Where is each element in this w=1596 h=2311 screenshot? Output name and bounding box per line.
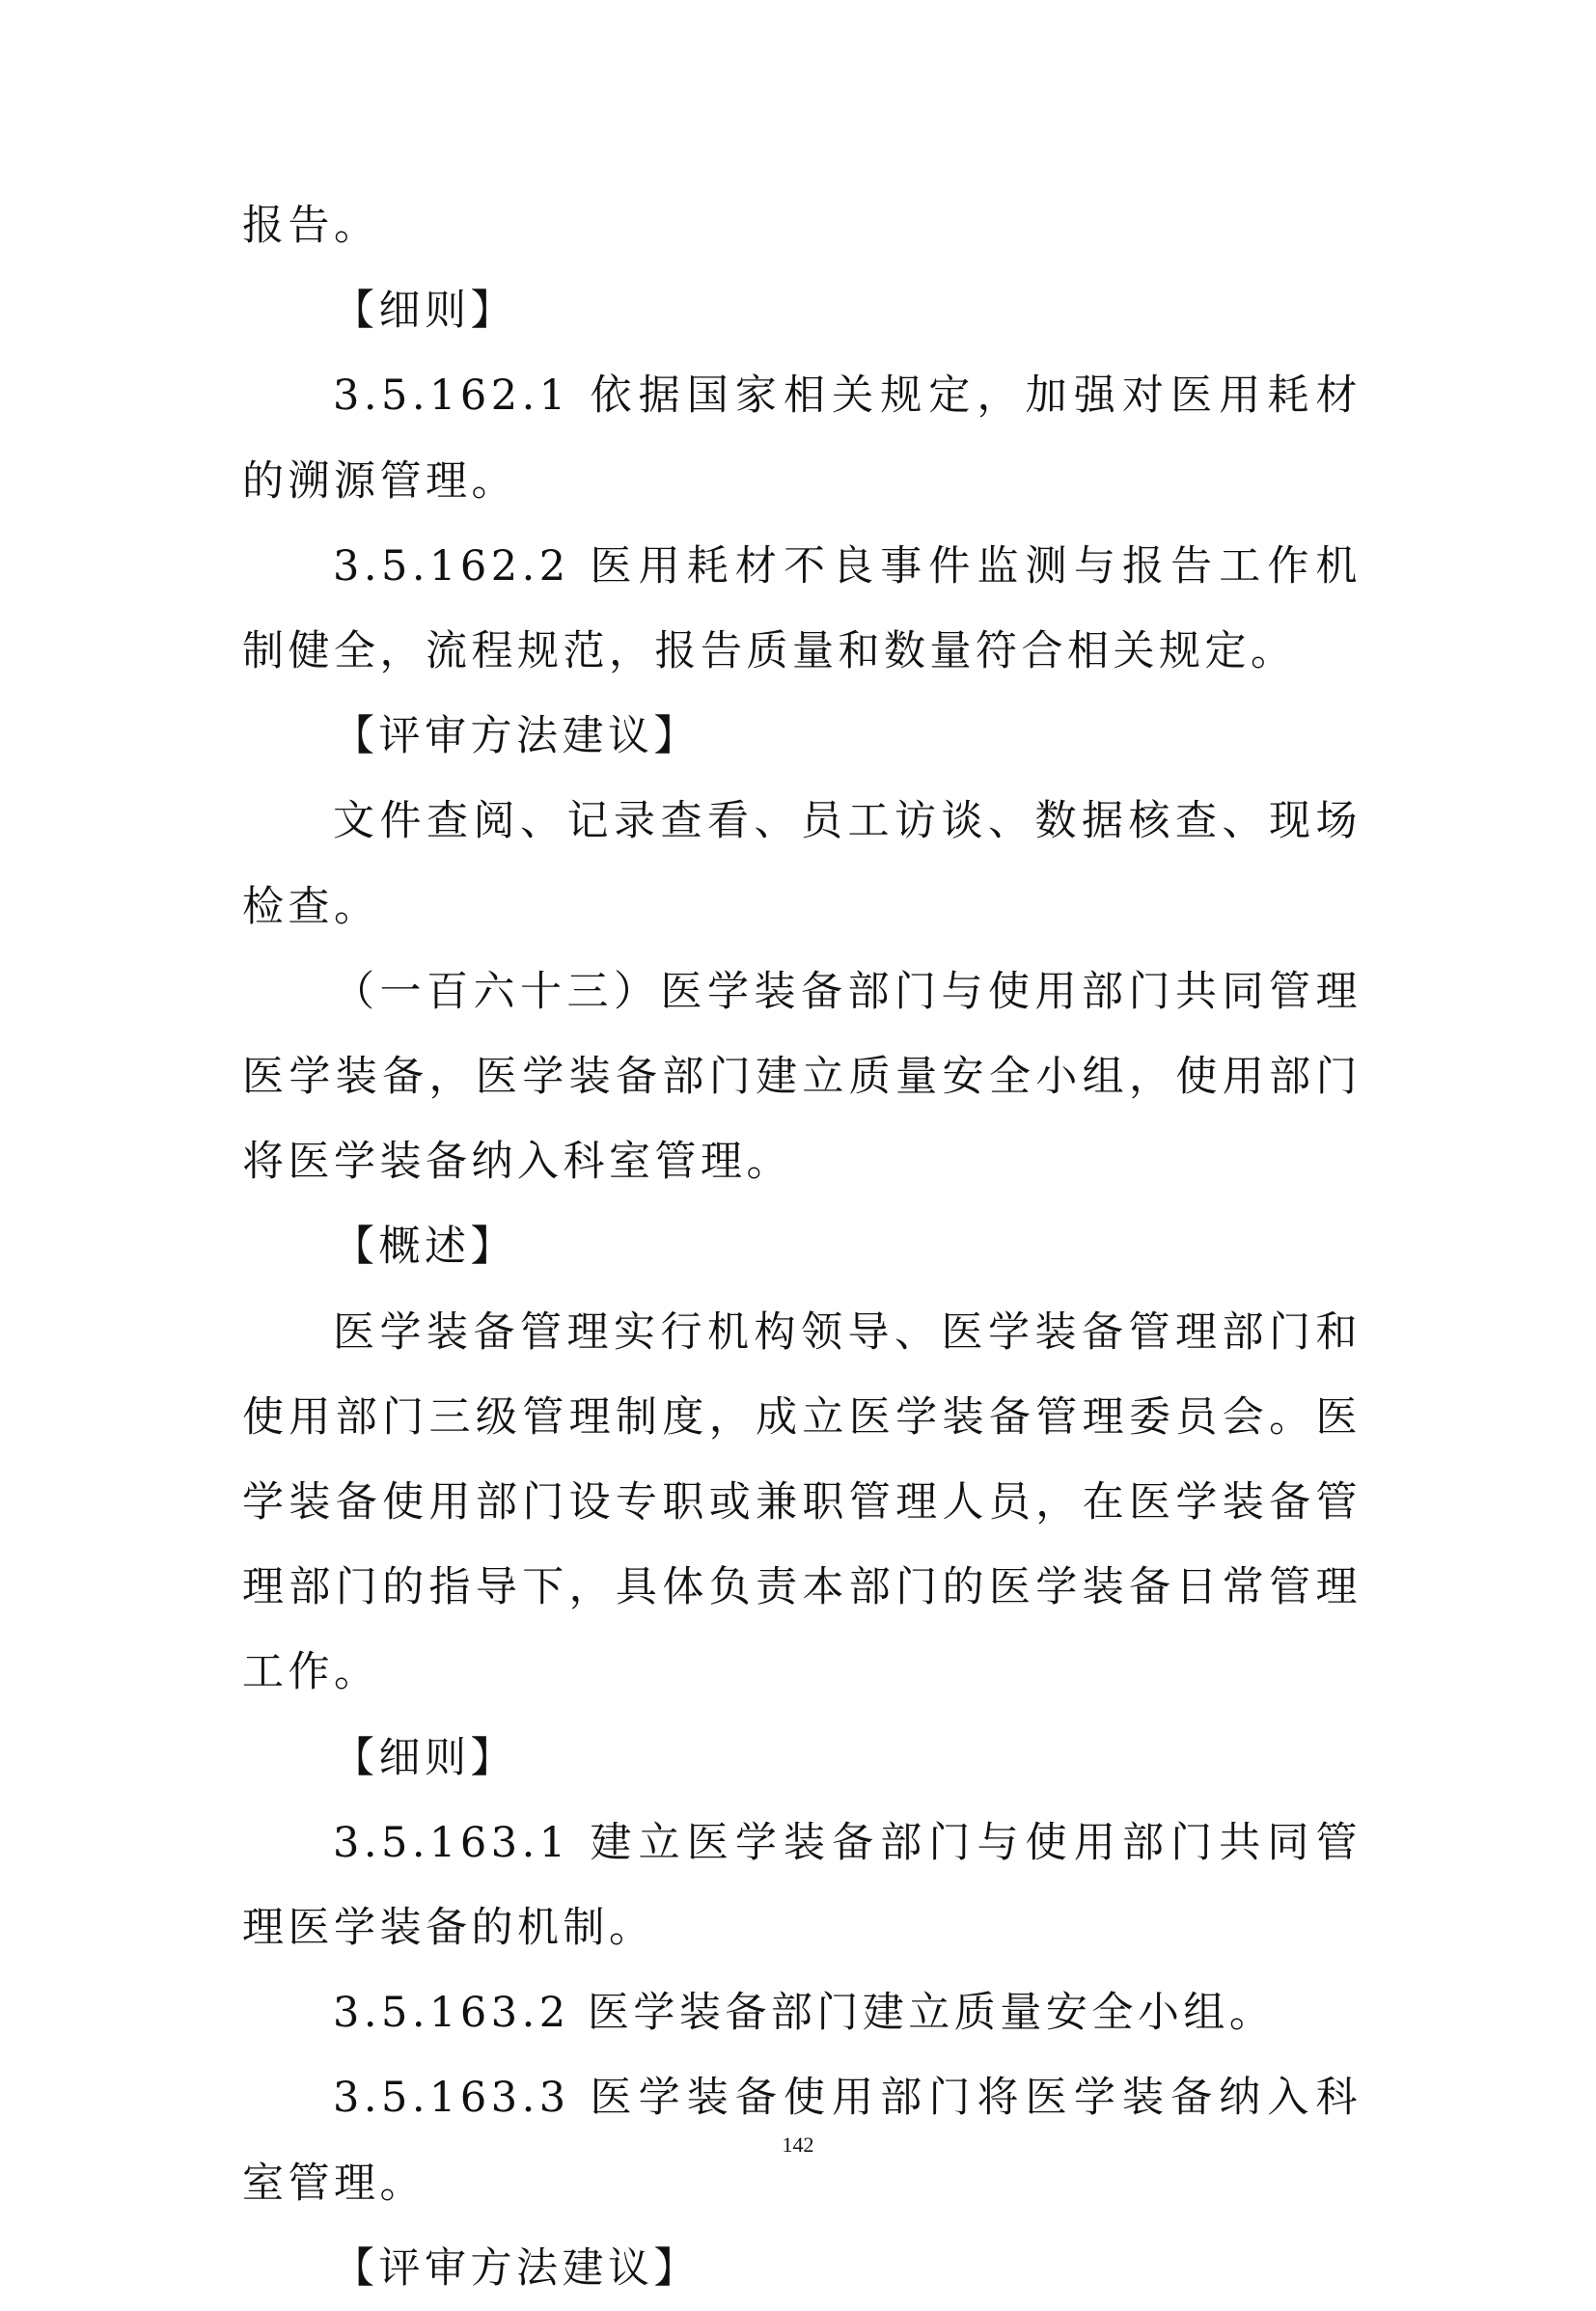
section-heading-details: 【细则】 [333,287,516,336]
paragraph-continuation: 报告。 [242,202,380,250]
section-heading-details-2: 【细则】 [333,1733,516,1782]
clause-3-5-162-1: 3.5.162.1 依据国家相关规定，加强对医用耗材的溯源管理。 [242,371,1362,506]
section-heading-review-methods-2: 【评审方法建议】 [333,2243,700,2293]
review-methods-text: 文件查阅、记录查看、员工访谈、数据核查、现场检查。 [242,797,1362,931]
section-heading-overview: 【概述】 [333,1223,516,1272]
clause-3-5-162-2: 3.5.162.2 医用耗材不良事件监测与报告工作机制健全，流程规范，报告质量和数量符合相关规定。 [242,541,1362,676]
clause-3-5-163-1: 3.5.163.1 建立医学装备部门与使用部门共同管理医学装备的机制。 [242,1818,1362,1953]
document-body [242,183,1362,2311]
section-heading-review-methods: 【评审方法建议】 [333,712,700,761]
page-number: 142 [782,2132,814,2157]
clause-3-5-163-3: 3.5.163.3 医学装备使用部门将医学装备纳入科室管理。 [242,2074,1362,2208]
overview-text: 医学装备管理实行机构领导、医学装备管理部门和使用部门三级管理制度，成立医学装备管理委员会。医学装备使用部门设专职或兼职管理人员，在医学装备管理部门的指导下，具体负责本部门的医学装备日常管理工作。 [242,1307,1362,1697]
clause-3-5-163-2: 3.5.163.2 医学装备部门建立质量安全小组。 [333,1989,1276,2038]
article-163-title: （一百六十三）医学装备部门与使用部门共同管理医学装备，医学装备部门建立质量安全小组，使用部门将医学装备纳入科室管理。 [242,967,1362,1187]
